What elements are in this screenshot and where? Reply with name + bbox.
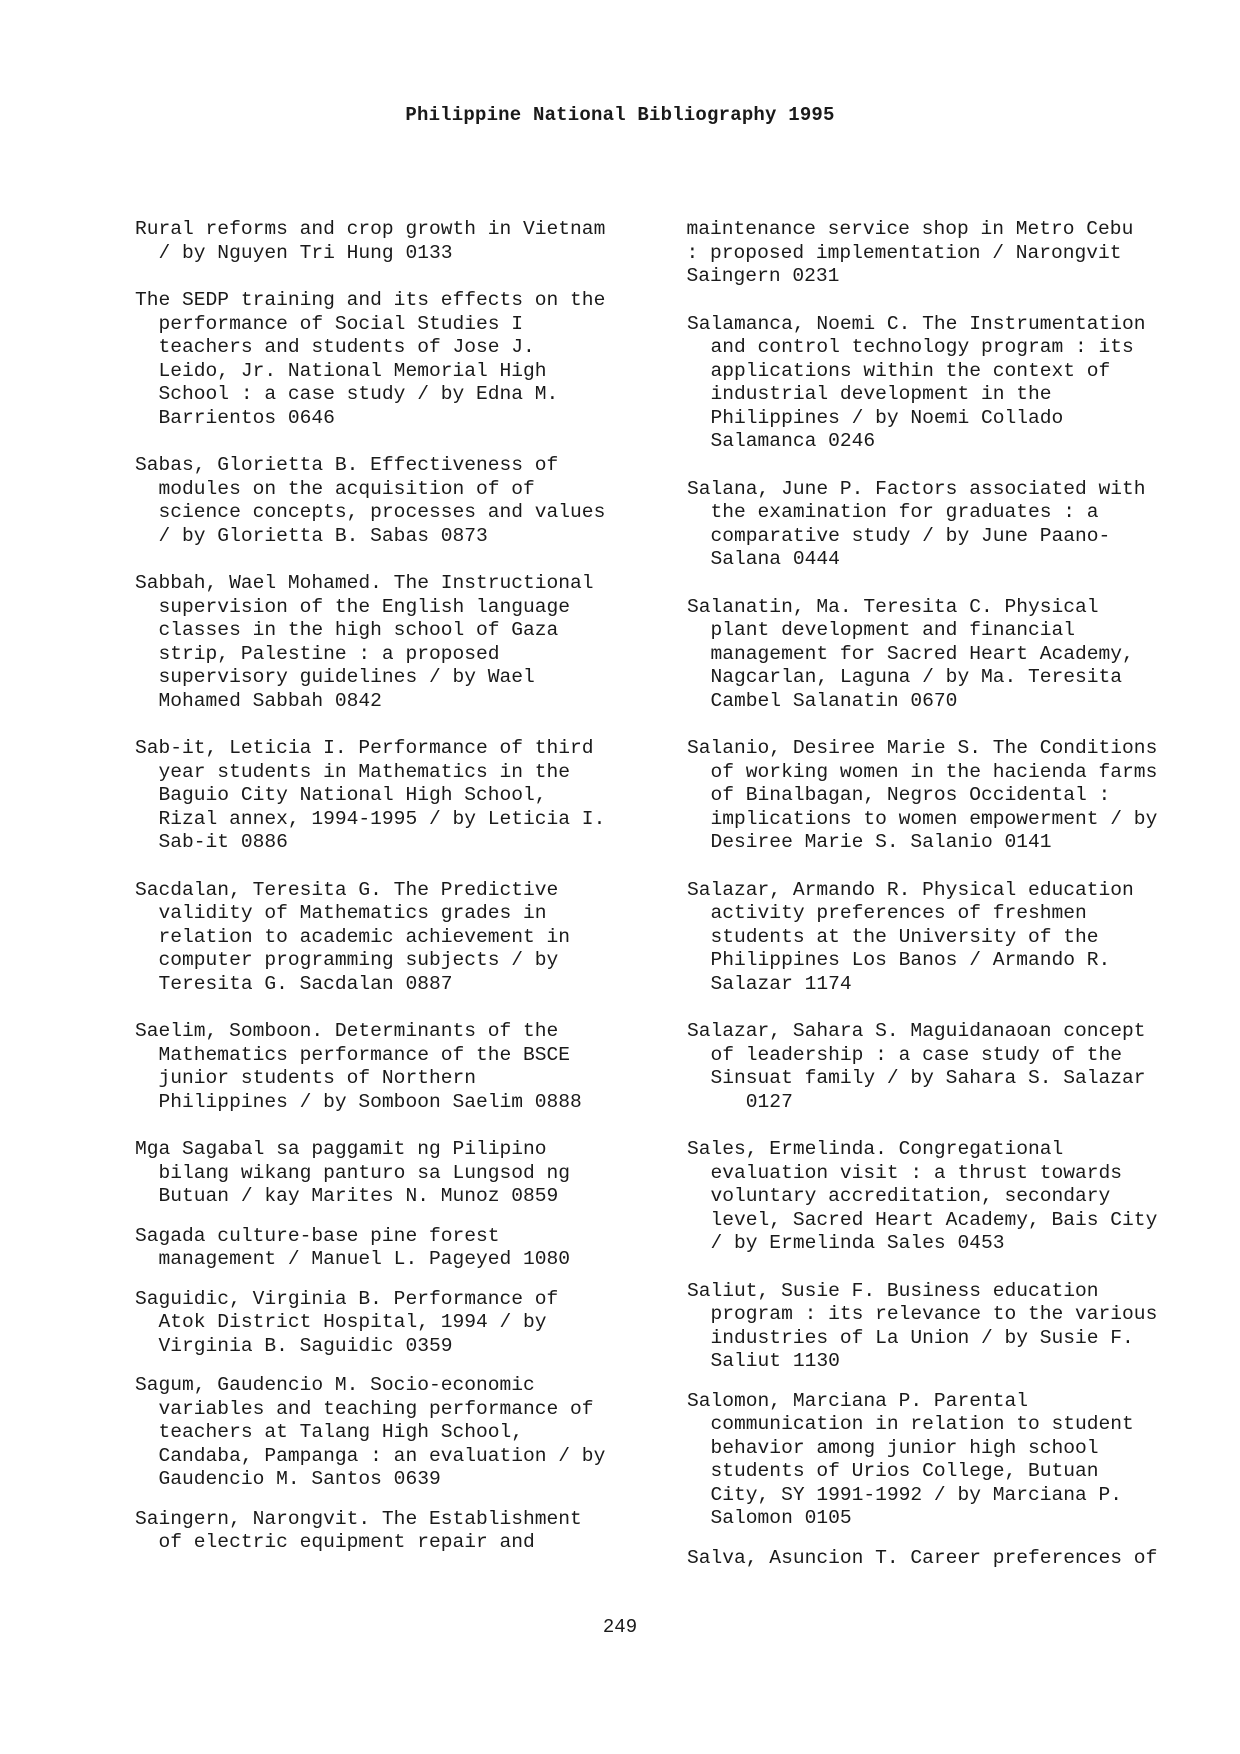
bibliography-entry: Saelim, Somboon. Determinants of the Mathematics performance of the BSCE junior students of Northern Philippines / by Somboon Saelim 0888 [135, 1020, 582, 1113]
bibliography-entry-continued: maintenance service shop in Metro Cebu : proposed implementation / Narongvit Saingern 0231 [686, 218, 1134, 287]
bibliography-entry: Sabas, Glorietta B. Effectiveness of modules on the acquisition of of science concepts, processes and values / by Glorietta B. Sabas 0873 [135, 454, 606, 547]
bibliography-entry: Sagada culture-base pine forest management / Manuel L. Pageyed 1080 [135, 1224, 571, 1270]
bibliography-entry: Salazar, Armando R. Physical education activity preferences of freshmen students at the University of the Philippines Los Banos / Armando R. Salazar 1174 [687, 878, 1134, 995]
bibliography-entry: Rural reforms and crop growth in Vietnam / by Nguyen Tri Hung 0133 [135, 218, 606, 264]
page-title: Philippine National Bibliography 1995 [405, 104, 835, 126]
bibliography-entry: Sab-it, Leticia I. Performance of third year students in Mathematics in the Baguio City National High School, Rizal annex, 1994-1995 / by Leticia I. Sab-it 0886 [135, 737, 606, 853]
bibliography-entry: Salanatin, Ma. Teresita C. Physical plant development and financial management for Sacred Heart Academy, Nagcarlan, Laguna / by Ma. Teresita Cambel Salanatin 0670 [687, 595, 1134, 712]
bibliography-entry: Sabbah, Wael Mohamed. The Instructional supervision of the English language classes in the high school of Gaza strip, Palestine : a proposed supervisory guidelines / by Wael Mohamed Sabbah 0842 [135, 572, 594, 712]
bibliography-entry: Mga Sagabal sa paggamit ng Pilipino bilang wikang panturo sa Lungsod ng Butuan / kay Marites N. Munoz 0859 [135, 1138, 571, 1207]
page-number: 249 [602, 1616, 638, 1638]
bibliography-entry: The SEDP training and its effects on the performance of Social Studies I teachers and students of Jose J. Leido, Jr. National Memorial High School : a case study / by Edna M. Barrientos 0646 [135, 289, 606, 429]
bibliography-entry: Salamanca, Noemi C. The Instrumentation and control technology program : its applications within the context of industrial development in the Philippines / by Noemi Collado Salamanca 0246 [687, 312, 1146, 452]
bibliography-entry: Salanio, Desiree Marie S. The Conditions of working women in the hacienda farms of Binalbagan, Negros Occidental : implications to women empowerment / by Desiree Marie S. Salanio 0141 [687, 737, 1158, 853]
bibliography-entry: Salomon, Marciana P. Parental communication in relation to student behavior among junior high school students of Urios College, Butuan City, SY 1991-1992 / by Marciana P. Salomon 0105 [687, 1389, 1134, 1529]
bibliography-entry: Salva, Asuncion T. Career preferences of [687, 1546, 1158, 1569]
bibliography-entry: Salazar, Sahara S. Maguidanaoan concept of leadership : a case study of the Sinsuat family / by Sahara S. Salazar 0127 [687, 1020, 1146, 1113]
bibliography-entry: Sales, Ermelinda. Congregational evaluation visit : a thrust towards voluntary accreditation, secondary level, Sacred Heart Academy, Bais City / by Ermelinda Sales 0453 [687, 1138, 1158, 1254]
bibliography-entry: Saliut, Susie F. Business education program : its relevance to the various industries of La Union / by Susie F. Saliut 1130 [687, 1279, 1158, 1372]
bibliography-entry: Saingern, Narongvit. The Establishment of electric equipment repair and [135, 1507, 582, 1553]
bibliography-column-left [135, 218, 645, 1579]
bibliography-entry: Sacdalan, Teresita G. The Predictive validity of Mathematics grades in relation to academic achievement in computer programming subjects / by Teresita G. Sacdalan 0887 [135, 878, 571, 995]
bibliography-column-right [687, 218, 1197, 1594]
bibliography-entry: Sagum, Gaudencio M. Socio-economic variables and teaching performance of teachers at Talang High School, Candaba, Pampanga : an evaluation / by Gaudencio M. Santos 0639 [135, 1374, 606, 1490]
bibliography-entry: Salana, June P. Factors associated with the examination for graduates : a comparative study / by June Paano- Salana 0444 [687, 477, 1146, 570]
bibliography-entry: Saguidic, Virginia B. Performance of Atok District Hospital, 1994 / by Virginia B. Saguidic 0359 [135, 1287, 559, 1357]
